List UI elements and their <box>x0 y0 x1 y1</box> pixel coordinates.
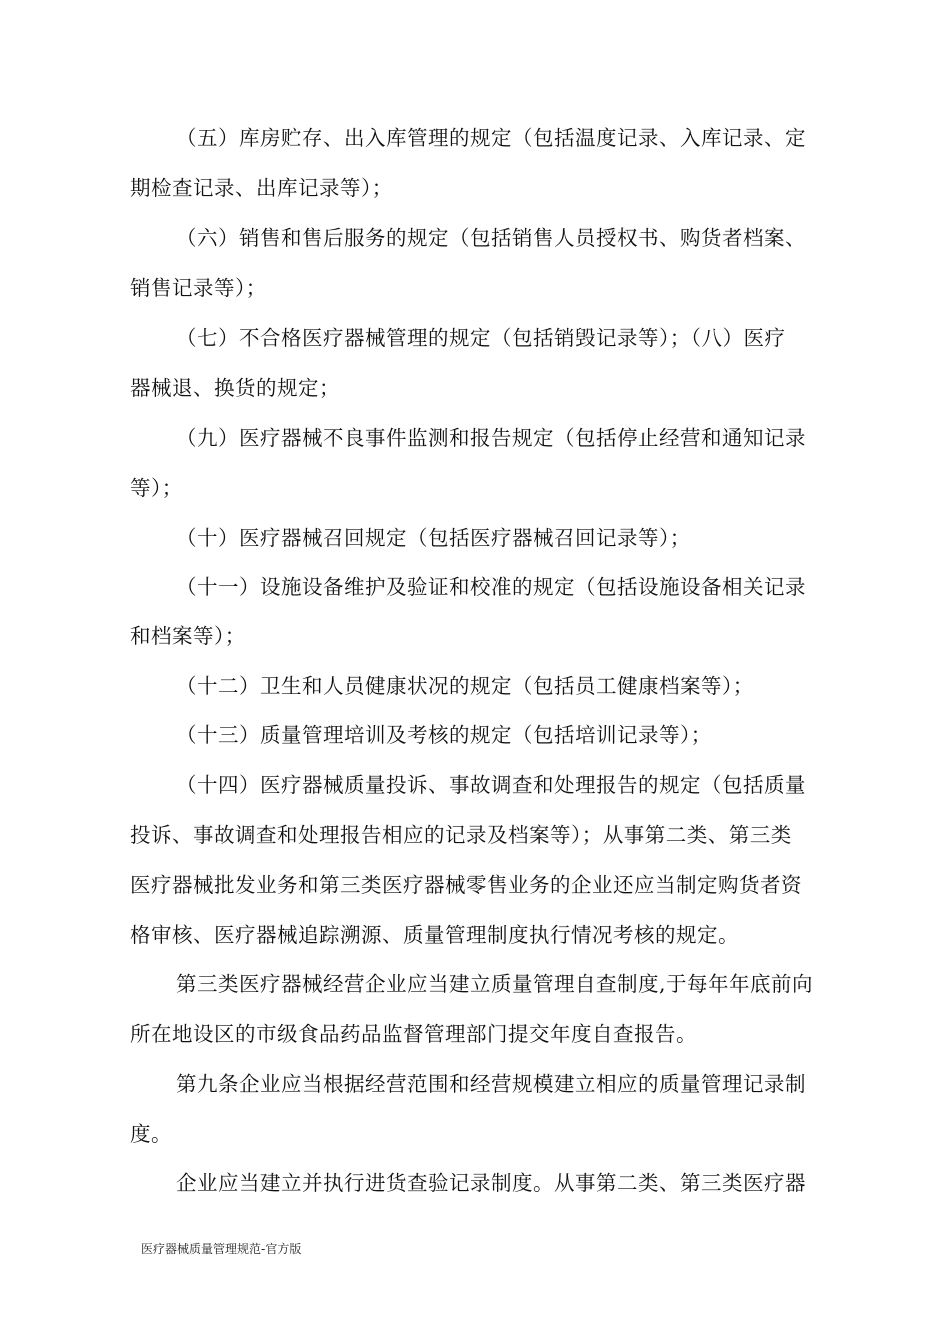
text-line: 企业应当建立并执行进货查验记录制度。从事第二类、第三类医疗器 <box>176 1171 806 1195</box>
text-line: （十一）设施设备维护及验证和校准的规定（包括设施设备相关记录 <box>176 575 806 599</box>
text-line: 第三类医疗器械经营企业应当建立质量管理自查制度,于每年年底前向 <box>176 972 814 996</box>
text-line: 期检查记录、出库记录等）； <box>130 176 393 200</box>
text-line: （九）医疗器械不良事件监测和报告规定（包括停止经营和通知记录 <box>176 426 806 450</box>
text-line: 度。 <box>130 1122 172 1146</box>
text-line: 医疗器械批发业务和第三类医疗器械零售业务的企业还应当制定购货者资 <box>130 873 802 897</box>
page-footer: 医疗器械质量管理规范-官方版 <box>141 1242 302 1256</box>
text-line: 第九条企业应当根据经营范围和经营规模建立相应的质量管理记录制 <box>176 1072 806 1096</box>
text-line: （十三）质量管理培训及考核的规定（包括培训记录等）； <box>176 723 712 747</box>
text-line: （十二）卫生和人员健康状况的规定（包括员工健康档案等）； <box>176 674 754 698</box>
text-line: （十）医疗器械召回规定（包括医疗器械召回记录等）； <box>176 526 691 550</box>
text-line: 所在地设区的市级食品药品监督管理部门提交年度自查报告。 <box>130 1022 697 1046</box>
text-line: （六）销售和售后服务的规定（包括销售人员授权书、购货者档案、 <box>176 226 806 250</box>
text-line: 投诉、事故调查和处理报告相应的记录及档案等）；从事第二类、第三类 <box>130 823 792 847</box>
text-line: （七）不合格医疗器械管理的规定（包括销毁记录等）；（八）医疗 <box>176 326 786 350</box>
text-line: 器械退、换货的规定； <box>130 376 340 400</box>
text-line: （十四）医疗器械质量投诉、事故调查和处理报告的规定（包括质量 <box>176 773 806 797</box>
text-line: 和档案等）； <box>130 624 246 648</box>
text-line: （五）库房贮存、出入库管理的规定（包括温度记录、入库记录、定 <box>176 126 806 150</box>
text-line: 销售记录等）； <box>130 276 267 300</box>
text-line: 等）； <box>130 476 183 500</box>
text-line: 格审核、医疗器械追踪溯源、质量管理制度执行情况考核的规定。 <box>130 923 739 947</box>
